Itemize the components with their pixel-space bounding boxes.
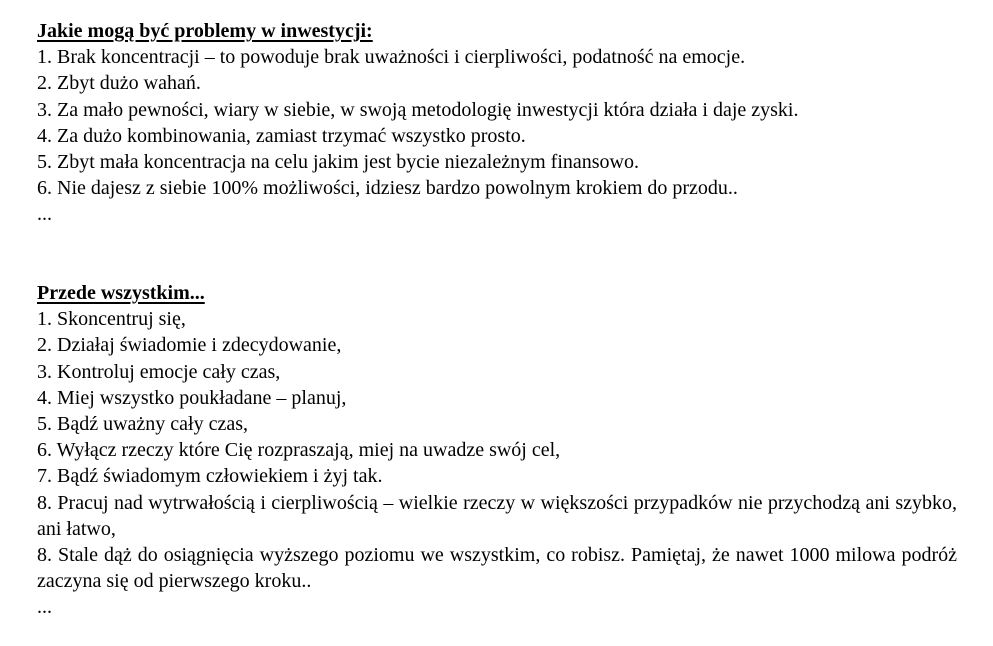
problem-item-1: 1. Brak koncentracji – to powoduje brak uważności i cierpliwości, podatność na emocje. [37,46,746,69]
problem-ellipsis: ... [37,203,52,226]
advice-item-6: 6. Wyłącz rzeczy które Cię rozpraszają, miej na uwadze swój cel, [37,439,561,462]
advice-item-1: 1. Skoncentruj się, [37,308,186,331]
section-heading-first-of-all: Przede wszystkim... [37,282,205,305]
advice-item-2: 2. Działaj świadomie i zdecydowanie, [37,334,342,357]
problem-item-4: 4. Za dużo kombinowania, zamiast trzymać wszystko prosto. [37,124,526,147]
problem-item-2: 2. Zbyt dużo wahań. [37,72,201,95]
advice-item-3: 3. Kontroluj emocje cały czas, [37,360,281,383]
advice-item-7: 7. Bądź świadomym człowiekiem i żyj tak. [37,465,383,488]
advice-item-8b: 8. Stale dąż do osiągnięcia wyższego poziomu we wszystkim, co robisz. Pamiętaj, że nawet 1000 milowa podróż zaczyna się od pierwszego kroku.. [37,544,957,593]
advice-ellipsis: ... [37,596,52,619]
section-spacer [37,228,957,280]
section-heading-problems: Jakie mogą być problemy w inwestycji: [37,20,373,42]
advice-item-8a: 8. Pracuj nad wytrwałością i cierpliwością – wielkie rzeczy w większości przypadków nie przychodzą ani szybko, ani łatwo, [37,491,957,540]
problem-item-3: 3. Za mało pewności, wiary w siebie, w swoją metodologię inwestycji która działa i daje zyski. [37,98,799,121]
advice-item-4: 4. Miej wszystko poukładane – planuj, [37,386,347,409]
document-body [37,18,957,621]
problem-item-6: 6. Nie dajesz z siebie 100% możliwości, idziesz bardzo powolnym krokiem do przodu.. [37,177,738,200]
problem-item-5: 5. Zbyt mała koncentracja na celu jakim jest bycie niezależnym finansowo. [37,151,639,174]
advice-item-5: 5. Bądź uważny cały czas, [37,413,249,436]
